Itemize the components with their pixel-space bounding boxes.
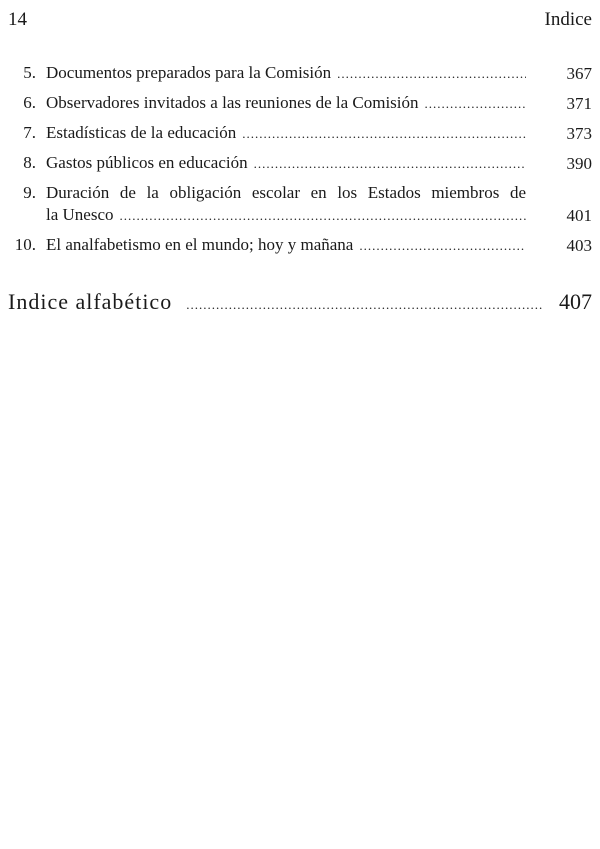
entry-title: Observadores invitados a las reuniones de la Comisión xyxy=(46,93,419,112)
page-number: 14 xyxy=(8,9,27,30)
toc-entry xyxy=(8,92,592,115)
dot-leader xyxy=(254,153,526,175)
index-entry xyxy=(8,287,592,320)
entry-page: 373 xyxy=(566,124,592,143)
toc-entry xyxy=(8,62,592,85)
toc-entry xyxy=(8,122,592,145)
dot-leader xyxy=(337,63,526,85)
running-head: Indice xyxy=(544,9,592,30)
entry-page: 403 xyxy=(566,236,592,255)
page-header xyxy=(8,9,592,33)
entry-title-line2: la Unesco xyxy=(46,205,114,224)
entry-number: 10. xyxy=(14,235,36,254)
dot-leader xyxy=(242,123,526,145)
toc-entry xyxy=(8,152,592,175)
entry-number: 9. xyxy=(23,183,36,202)
entry-title: Documentos preparados para la Comisión xyxy=(46,63,332,82)
entry-page: 371 xyxy=(566,94,592,113)
dot-leader xyxy=(186,290,543,320)
entry-title: Gastos públicos en educación xyxy=(46,153,248,172)
dot-leader xyxy=(359,235,526,257)
entry-title: Estadísticas de la educación xyxy=(46,123,237,142)
entry-page: 367 xyxy=(566,64,592,83)
entry-number: 6. xyxy=(23,93,36,112)
table-of-contents xyxy=(8,62,592,264)
entry-title: El analfabetismo en el mundo; hoy y mañana xyxy=(46,235,354,254)
toc-entry xyxy=(8,182,592,227)
dot-leader xyxy=(120,205,526,227)
index-title: Indice alfabético xyxy=(8,289,173,314)
toc-entry xyxy=(8,234,592,257)
entry-page: 390 xyxy=(566,154,592,173)
entry-number: 7. xyxy=(23,123,36,142)
entry-title-line1: Duración de la obligación escolar en los Estados miembros de xyxy=(46,183,526,202)
entry-page: 401 xyxy=(566,206,592,225)
entry-number: 5. xyxy=(23,63,36,82)
index-page: 407 xyxy=(559,289,592,314)
dot-leader xyxy=(425,93,526,115)
entry-number: 8. xyxy=(23,153,36,172)
